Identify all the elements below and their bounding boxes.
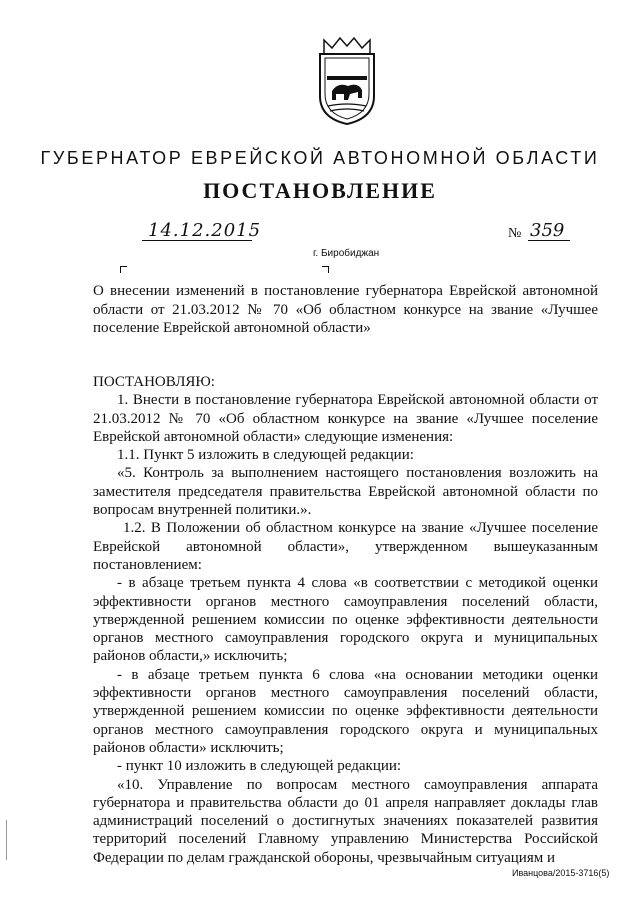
paragraph-item-4: - в абзаце третьем пункта 4 слова «в соответствии с методикой оценки эффективности органов местного самоуправления поселений области, утвержденной решением комиссии по оценке эффективности деятельности органов местного самоуправления городского округа и муниципальных районов области,» исключить; [93,575,598,665]
paragraph-1-1: 1.1. Пункт 5 изложить в следующей редакции: [117,447,414,464]
resolve-heading: ПОСТАНОВЛЯЮ: [93,374,215,390]
footer-code: Иванцова/2015-3716(5) [512,868,610,878]
coat-of-arms-emblem [318,36,376,126]
document-body [93,373,598,867]
title-corner-left [120,266,127,273]
number-underline [528,240,570,241]
paragraph-item-6: - в абзаце третьем пункта 6 слова «на основании методики оценки эффективности органов местного самоуправления поселений области, утвержденной решением комиссии по оценке эффективности деятельности органов местного самоуправления городского округа и муниципальных районов области» исключить; [93,666,598,756]
paragraph-5-text: «5. Контроль за выполнением настоящего постановления возложить на заместителя председателя правительства Еврейской автономной области по вопросам внутренней политики.». [93,465,598,519]
margin-mark [6,820,7,860]
paragraph-1-2: 1.2. В Положении об областном конкурсе на звание «Лучшее поселение Еврейской автономной области», утвержденном вышеуказанным постановлением: [93,520,598,573]
document-number: 359 [530,220,565,241]
city-label: г. Биробиджан [313,248,380,259]
organization-heading: ГУБЕРНАТОР ЕВРЕЙСКОЙ АВТОНОМНОЙ ОБЛАСТИ [40,148,600,168]
paragraph-1: 1. Внести в постановление губернатора Еврейской автономной области от 21.03.2012 № 70 «Об областном конкурсе на звание «Лучшее поселение Еврейской автономной области» следующие изменения: [93,392,598,445]
paragraph-item-10: - пункт 10 изложить в следующей редакции: [117,758,402,775]
date-underline [142,240,252,241]
document-date: 14.12.2015 [148,220,262,241]
document-title: О внесении изменений в постановление губернатора Еврейской автономной области от 21.03.2012 № 70 «Об областном конкурсе на звание «Лучшее поселение Еврейской автономной области» [93,283,598,336]
title-corner-right [322,266,329,273]
document-type-heading: ПОСТАНОВЛЕНИЕ [203,178,437,203]
number-label: № [508,226,522,241]
paragraph-10-text: «10. Управление по вопросам местного самоуправления аппарата губернатора и правительства области до 01 апреля направляет доклады глав администраций поселений о достигнутых значениях показателей развития территорий поселений Главному управлению Министерства Российской Федерации по делам гражданской обороны, чрезвычайным ситуациям и [93,776,598,866]
